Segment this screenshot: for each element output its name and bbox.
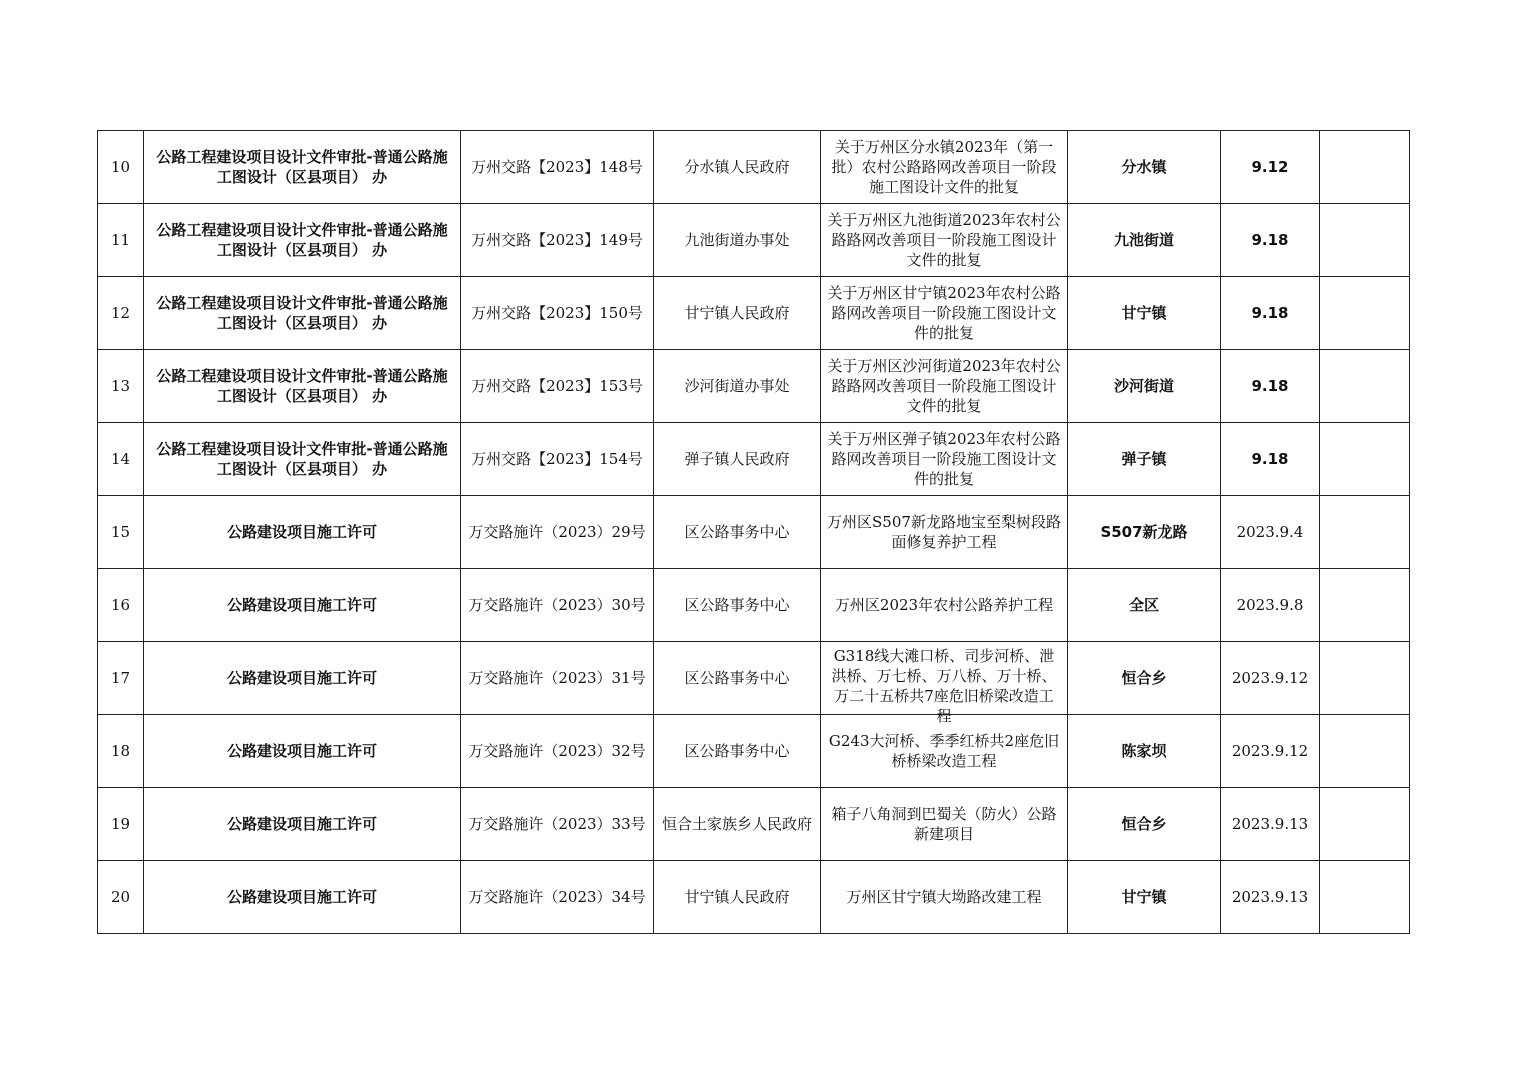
applicant-unit: 弹子镇人民政府 [654, 423, 821, 496]
project-name: G318线大滩口桥、司步河桥、泄洪桥、万七桥、万八桥、万十桥、万二十五桥共7座危旧桥梁改造工程 [821, 642, 1068, 715]
applicant-unit: 分水镇人民政府 [654, 131, 821, 204]
table-row [98, 131, 1410, 204]
project-name: 关于万州区甘宁镇2023年农村公路路网改善项目一阶段施工图设计文件的批复 [821, 277, 1068, 350]
approval-item: 公路工程建设项目设计文件审批-普通公路施工图设计（区县项目） 办 [144, 350, 461, 423]
document-number: 万州交路【2023】148号 [461, 131, 654, 204]
remarks [1320, 423, 1410, 496]
table-row [98, 350, 1410, 423]
document-number: 万交路施许（2023）30号 [461, 569, 654, 642]
table-row [98, 277, 1410, 350]
remarks [1320, 496, 1410, 569]
document-number: 万交路施许（2023）32号 [461, 715, 654, 788]
remarks [1320, 715, 1410, 788]
row-number: 14 [98, 423, 144, 496]
project-location: 甘宁镇 [1068, 861, 1221, 934]
approval-date: 9.12 [1221, 131, 1320, 204]
project-location: 全区 [1068, 569, 1221, 642]
project-name: 万州区甘宁镇大坳路改建工程 [821, 861, 1068, 934]
approval-item: 公路建设项目施工许可 [144, 642, 461, 715]
row-number: 10 [98, 131, 144, 204]
row-number: 15 [98, 496, 144, 569]
project-name: 关于万州区分水镇2023年（第一批）农村公路路网改善项目一阶段施工图设计文件的批复 [821, 131, 1068, 204]
table-row [98, 861, 1410, 934]
row-number: 17 [98, 642, 144, 715]
table-row [98, 788, 1410, 861]
approval-item: 公路工程建设项目设计文件审批-普通公路施工图设计（区县项目） 办 [144, 277, 461, 350]
project-name: G243大河桥、季季红桥共2座危旧桥桥梁改造工程 [821, 715, 1068, 788]
remarks [1320, 861, 1410, 934]
approval-table [97, 130, 1410, 934]
document-number: 万州交路【2023】153号 [461, 350, 654, 423]
remarks [1320, 131, 1410, 204]
remarks [1320, 788, 1410, 861]
project-location: S507新龙路 [1068, 496, 1221, 569]
project-location: 甘宁镇 [1068, 277, 1221, 350]
approval-item: 公路建设项目施工许可 [144, 788, 461, 861]
row-number: 19 [98, 788, 144, 861]
table-row [98, 569, 1410, 642]
table-row [98, 642, 1410, 715]
approval-date: 2023.9.12 [1221, 642, 1320, 715]
document-number: 万交路施许（2023）29号 [461, 496, 654, 569]
approval-item: 公路建设项目施工许可 [144, 715, 461, 788]
project-location: 恒合乡 [1068, 642, 1221, 715]
project-name: 关于万州区九池街道2023年农村公路路网改善项目一阶段施工图设计文件的批复 [821, 204, 1068, 277]
approval-item: 公路建设项目施工许可 [144, 861, 461, 934]
applicant-unit: 甘宁镇人民政府 [654, 861, 821, 934]
approval-date: 2023.9.13 [1221, 788, 1320, 861]
approval-date: 9.18 [1221, 423, 1320, 496]
table-row [98, 204, 1410, 277]
table-row [98, 423, 1410, 496]
approval-date: 2023.9.13 [1221, 861, 1320, 934]
approval-date: 2023.9.4 [1221, 496, 1320, 569]
project-location: 沙河街道 [1068, 350, 1221, 423]
approval-date: 9.18 [1221, 350, 1320, 423]
remarks [1320, 277, 1410, 350]
project-name: 万州区S507新龙路地宝至梨树段路面修复养护工程 [821, 496, 1068, 569]
approval-item: 公路工程建设项目设计文件审批-普通公路施工图设计（区县项目） 办 [144, 131, 461, 204]
table-row [98, 715, 1410, 788]
applicant-unit: 区公路事务中心 [654, 496, 821, 569]
project-location: 恒合乡 [1068, 788, 1221, 861]
row-number: 11 [98, 204, 144, 277]
table-row [98, 496, 1410, 569]
remarks [1320, 204, 1410, 277]
approval-date: 9.18 [1221, 277, 1320, 350]
document-number: 万州交路【2023】154号 [461, 423, 654, 496]
project-name: 关于万州区沙河街道2023年农村公路路网改善项目一阶段施工图设计文件的批复 [821, 350, 1068, 423]
applicant-unit: 区公路事务中心 [654, 715, 821, 788]
project-name: 万州区2023年农村公路养护工程 [821, 569, 1068, 642]
approval-item: 公路建设项目施工许可 [144, 569, 461, 642]
document-number: 万州交路【2023】149号 [461, 204, 654, 277]
project-name: 箱子八角洞到巴蜀关（防火）公路新建项目 [821, 788, 1068, 861]
document-number: 万州交路【2023】150号 [461, 277, 654, 350]
applicant-unit: 区公路事务中心 [654, 642, 821, 715]
row-number: 16 [98, 569, 144, 642]
approval-item: 公路工程建设项目设计文件审批-普通公路施工图设计（区县项目） 办 [144, 423, 461, 496]
row-number: 13 [98, 350, 144, 423]
row-number: 12 [98, 277, 144, 350]
applicant-unit: 沙河街道办事处 [654, 350, 821, 423]
document-number: 万交路施许（2023）33号 [461, 788, 654, 861]
remarks [1320, 642, 1410, 715]
approval-item: 公路工程建设项目设计文件审批-普通公路施工图设计（区县项目） 办 [144, 204, 461, 277]
document-number: 万交路施许（2023）31号 [461, 642, 654, 715]
approval-date: 2023.9.8 [1221, 569, 1320, 642]
approval-date: 2023.9.12 [1221, 715, 1320, 788]
project-location: 九池街道 [1068, 204, 1221, 277]
row-number: 18 [98, 715, 144, 788]
applicant-unit: 区公路事务中心 [654, 569, 821, 642]
applicant-unit: 甘宁镇人民政府 [654, 277, 821, 350]
project-location: 分水镇 [1068, 131, 1221, 204]
project-location: 弹子镇 [1068, 423, 1221, 496]
row-number: 20 [98, 861, 144, 934]
applicant-unit: 恒合土家族乡人民政府 [654, 788, 821, 861]
document-number: 万交路施许（2023）34号 [461, 861, 654, 934]
approval-item: 公路建设项目施工许可 [144, 496, 461, 569]
approval-date: 9.18 [1221, 204, 1320, 277]
remarks [1320, 350, 1410, 423]
project-name: 关于万州区弹子镇2023年农村公路路网改善项目一阶段施工图设计文件的批复 [821, 423, 1068, 496]
remarks [1320, 569, 1410, 642]
project-location: 陈家坝 [1068, 715, 1221, 788]
applicant-unit: 九池街道办事处 [654, 204, 821, 277]
